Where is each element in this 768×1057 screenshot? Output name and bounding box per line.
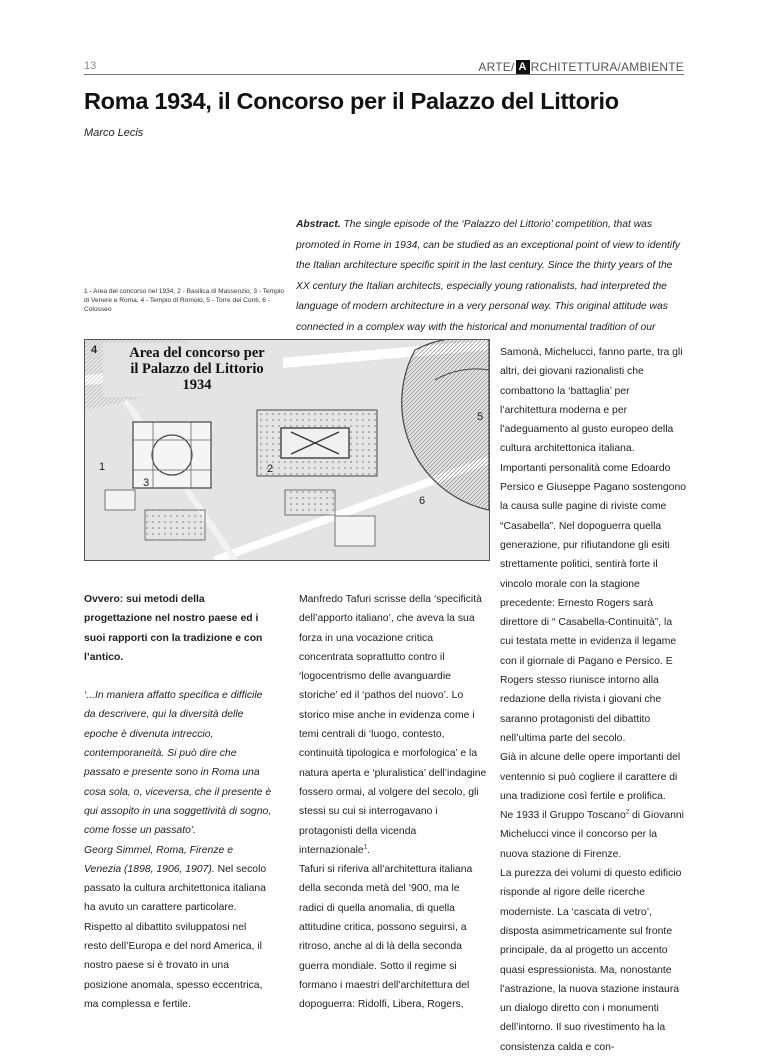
article-title: Roma 1934, il Concorso per il Palazzo del Littorio — [84, 88, 619, 114]
section-letter-box: A — [516, 60, 530, 74]
map-marker: 5 — [477, 411, 484, 423]
footnote-ref[interactable]: 2 — [625, 809, 630, 816]
paragraph — [84, 686, 272, 1014]
paragraph-text: Nel secolo passato la cultura architettonica italiana ha avuto un carattere particolare. Rispetto al dibattito sviluppatosi nel resto dell’Europa e del nord America, il nostro paese si è trovato in una posizione anomala, spesso eccentrica, ma complessa e fertile. — [84, 863, 267, 1010]
map-ruin — [285, 490, 335, 515]
paragraph: Già in alcune delle opere importanti del ventennio si può cogliere il carattere di una tradizione così fertile e prolifica. — [500, 752, 681, 802]
quote: ‘...In maniera affatto specifica e difficile da descrivere, qui la diversità delle epoche è divenuta intreccio, contemporaneità. Si può dire che passato e presente sono in Roma una cosa sola, o, viceversa, che il presente è qui assopito in una soggettività di sogno, come fosse un passato’. — [84, 690, 272, 837]
footnote-ref[interactable]: 1 — [363, 844, 368, 851]
map-ruin — [335, 516, 375, 546]
column-3 — [500, 343, 688, 1057]
section-prefix: ARTE/ — [478, 60, 515, 74]
map-marker: 4 — [91, 344, 98, 356]
paragraph-text: Ne 1933 il Gruppo Toscano — [500, 810, 626, 822]
abstract-text: The single episode of the ‘Palazzo del Littorio’ competition, that was promoted in Rome in 1934, can be studied as an exceptional point of view to identify the Italian architecture specific spirit in the last century. Since the thirty years of the XX century the Italian architects, especially young rationalists, had interpreted the language of modern architecture in a very personal way. This original attitude was connected in a complex way with the historical and monumental tradition of our — [296, 219, 681, 333]
section-heading: Ovvero: sui metodi della progettazione nel nostro paese ed i suoi rapporti con la tradizione e con l’antico. — [84, 594, 263, 663]
abstract — [296, 215, 688, 359]
map-marker: 6 — [419, 495, 426, 507]
section-suffix: RCHITETTURA/AMBIENTE — [530, 60, 684, 74]
paragraph-text: . — [367, 844, 370, 856]
paragraph — [299, 590, 487, 860]
figure-caption: 1 - Area del concorso nel 1934, 2 - Basilica di Massenzio, 3 - Tempio di Venere e Roma, 4 - Tempio di Romolo, 5 - Torre dei Conti, 6 -Colosseo — [84, 288, 284, 313]
paragraph: La purezza dei volumi di questo edificio risponde al rigore delle ricerche moderniste. La ‘cascata di vetro’, disposta asimmetricamente sul fronte principale, da al progetto un accento quasi espressionista. Ma, nonostante l’astrazione, la nuova stazione instaura un dialogo diretto con i monumenti dell’intorno. Il suo rivestimento ha la consistenza calda e con- — [500, 868, 682, 1053]
map-title-line: il Palazzo del Littorio — [130, 361, 264, 377]
paragraph-text: Manfredo Tafuri scrisse della ‘specificità dell’apporto italiano’, che aveva la sua forza in una vocazione critica concentrata soprattutto contro il ‘logocentrismo delle avanguardie storiche’ ed il ‘pathos del nuovo’. Lo storico mise anche in evidenza come i temi centrali di ‘luogo, contesto, continuità tipologica e morfologica’ e la natura aperta e ‘pluralistica’ dell’indagine fossero ormai, al volgere del secolo, gli stessi su cui si interrogavano i protagonisti della vicenda internazionale — [299, 594, 487, 856]
page-number: 13 — [84, 60, 97, 72]
paragraph-text: di Giovanni Michelucci vince il concorso per la nuova stazione di Firenze. — [500, 810, 684, 860]
site-map-figure — [84, 339, 490, 561]
paragraph — [500, 806, 688, 864]
map-title-line: 1934 — [182, 377, 212, 393]
map-marker: 2 — [267, 463, 274, 475]
map-title-line: Area del concorso per — [129, 345, 265, 361]
map-marker: 1 — [99, 461, 106, 473]
citation: Georg Simmel, Roma, Firenze e Venezia (1898, 1906, 1907). — [84, 844, 233, 875]
paragraph: Importanti personalità come Edoardo Persico e Giuseppe Pagano sostengono la causa sulle pagine di riviste come “Casabella”. Nel dopoguerra quella generazione, pur rifiutandone gli esiti strettamente politici, sentirà forte il vincolo morale con la stagione precedente: Ernesto Rogers sarà direttore di “ Casabella-Continuità”, la cui testata mette in evidenza il legame con il giornale di Pagano e Persico. E Rogers stesso riunisce intorno alla redazione della rivista i giovani che saranno protagonisti del dibattito nell’ultima parte del secolo. — [500, 462, 687, 744]
section-header — [478, 60, 684, 74]
article-author: Marco Lecis — [84, 127, 144, 139]
map-ruin — [145, 510, 205, 540]
paragraph: Samonà, Michelucci, fanno parte, tra gli altri, dei giovani razionalisti che combattono la ‘battaglia’ per l’architettura moderna e per l’adeguamento al gusto europeo della cultura architettonica italiana. — [500, 347, 683, 455]
abstract-label: Abstract. — [296, 219, 341, 230]
paragraph: Tafuri si riferiva all’architettura italiana della seconda metà del ‘900, ma le radici di quella anomalia, di quella attitudine critica, possono seguirsi, a ritroso, anche al di là della seconda guerra mondiale. Sotto il regime si formano i maestri dell’architettura del dopoguerra: Ridolfi, Libera, Rogers, — [299, 864, 473, 1011]
column-1 — [84, 590, 272, 1014]
column-2 — [299, 590, 487, 1015]
map-marker: 3 — [143, 477, 150, 489]
map-ruin — [105, 490, 135, 510]
header-rule — [84, 74, 684, 75]
site-map-drawing — [85, 340, 489, 560]
